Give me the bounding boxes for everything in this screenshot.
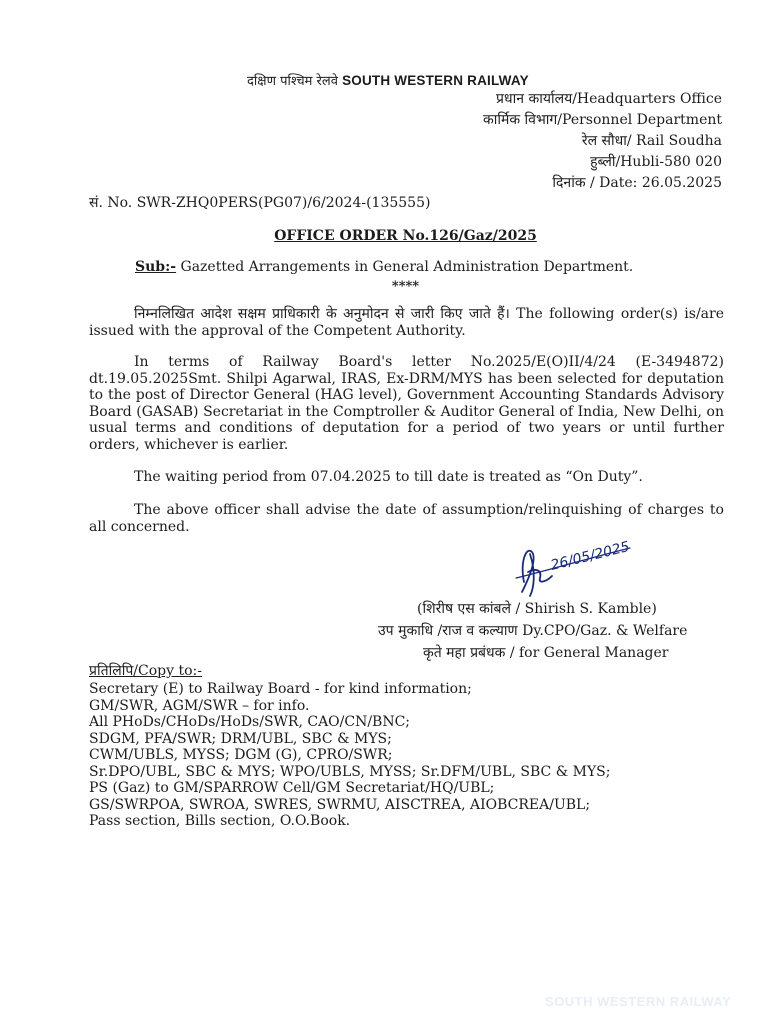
subject-label: Sub:- <box>135 259 177 275</box>
copy-to-item: All PHoDs/CHoDs/HoDs/SWR, CAO/CN/BNC; <box>89 714 411 730</box>
address-line-department: कार्मिक विभाग/Personnel Department <box>482 112 722 128</box>
organization-name-hindi: दक्षिण पश्चिम रेलवे <box>247 74 338 89</box>
copy-to-list <box>89 681 611 830</box>
copy-to-item: CWM/UBLS, MYSS; DGM (G), CPRO/SWR; <box>89 747 393 763</box>
paragraph-approval: निम्नलिखित आदेश सक्षम प्राधिकारी के अनुमोदन से जारी किए जाते हैं। The following order(s) is/are issued with the approval of the Competent Authority. <box>89 306 724 339</box>
paragraph-waiting-period: The waiting period from 07.04.2025 to till date is treated as “On Duty”. <box>134 469 643 485</box>
copy-to-item: Sr.DPO/UBL, SBC & MYS; WPO/UBLS, MYSS; Sr.DFM/UBL, SBC & MYS; <box>89 763 611 780</box>
paragraph-deputation: In terms of Railway Board's letter No.2025/E(O)II/4/24 (E-3494872) dt.19.05.2025Smt. Shilpi Agarwal, IRAS, Ex-DRM/MYS has been selected for deputation to the post of Director General (HAG level), Government Accounting Standards Advisory Board (GASAB) Secretariat in the Comptroller & Auditor General of India, New Delhi, on usual terms and conditions of deputation for a period of two years or until further orders, whichever is earlier. <box>89 354 724 453</box>
signatory-designation: उप मुकाधि /राज व कल्याण Dy.CPO/Gaz. & Welfare <box>378 623 688 639</box>
copy-to-heading: प्रतिलिपि/Copy to:- <box>89 663 202 679</box>
signatory-name: (शिरीष एस कांबले / Shirish S. Kamble) <box>417 601 657 617</box>
subject-text: Gazetted Arrangements in General Administration Department. <box>180 259 634 275</box>
copy-to-item: GS/SWRPOA, SWROA, SWRES, SWRMU, AISCTREA, AIOBCREA/UBL; <box>89 796 591 813</box>
copy-to-item: Pass section, Bills section, O.O.Book. <box>89 813 351 829</box>
paragraph-assumption: The above officer shall advise the date of assumption/relinquishing of charges to all concerned. <box>89 502 724 535</box>
organization-name: SOUTH WESTERN RAILWAY <box>342 73 529 88</box>
signatory-for: कृते महा प्रबंधक / for General Manager <box>423 645 669 661</box>
faint-stamp: SOUTH WESTERN RAILWAY <box>545 994 732 1009</box>
copy-to-item: Secretary (E) to Railway Board - for kind information; <box>89 681 472 697</box>
document-date: दिनांक / Date: 26.05.2025 <box>552 175 722 191</box>
subject-line <box>135 259 633 275</box>
copy-to-item: GM/SWR, AGM/SWR – for info. <box>89 697 310 714</box>
signature-date: 26/05/2025 <box>549 538 632 574</box>
order-title: OFFICE ORDER No.126/Gaz/2025 <box>274 228 537 244</box>
organization-header <box>247 71 529 89</box>
copy-to-item: SDGM, PFA/SWR; DRM/UBL, SBC & MYS; <box>89 730 392 747</box>
reference-number: सं. No. SWR-ZHQ0PERS(PG07)/6/2024-(135555) <box>89 195 431 211</box>
copy-to-item: PS (Gaz) to GM/SPARROW Cell/GM Secretariat/HQ/UBL; <box>89 780 495 796</box>
address-line-city: हुब्ली/Hubli-580 020 <box>590 154 722 170</box>
address-line-office: प्रधान कार्यालय/Headquarters Office <box>496 91 722 107</box>
address-line-building: रेल सौधा/ Rail Soudha <box>581 133 722 149</box>
separator-stars: **** <box>391 279 420 294</box>
